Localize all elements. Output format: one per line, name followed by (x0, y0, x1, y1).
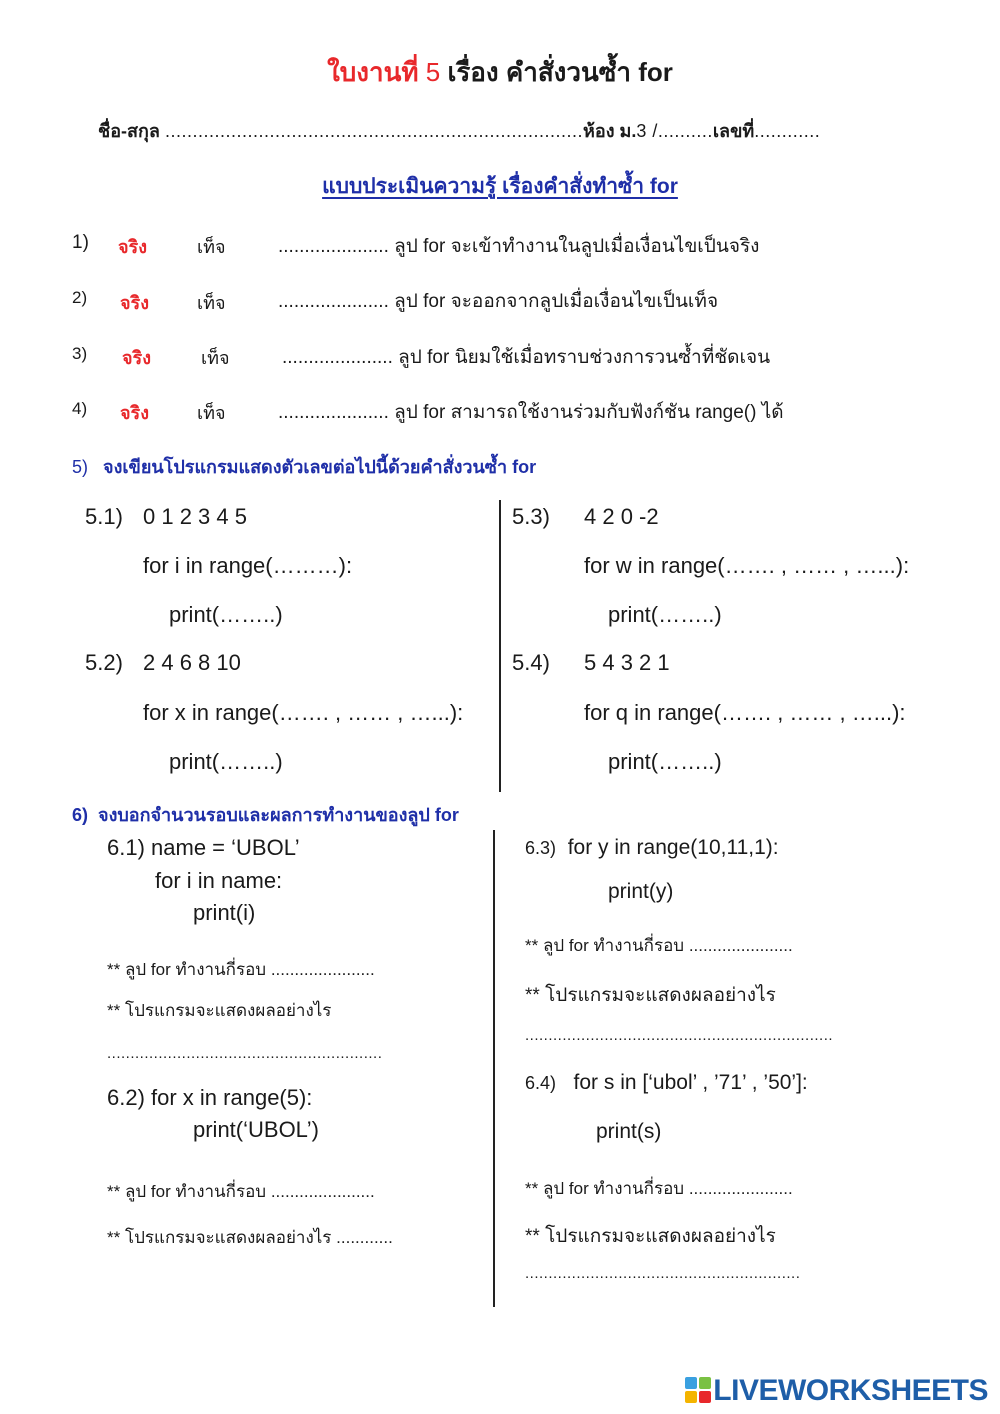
q5-1-sequence: 0 1 2 3 4 5 (143, 504, 247, 529)
q6-3-line1 (525, 836, 779, 860)
q5-heading (72, 452, 536, 481)
tf-statement-1 (278, 231, 759, 261)
room-field[interactable]: 3 /.......... (636, 121, 713, 141)
q5-3-for-line[interactable]: for w in range(……. , …… , …...): (584, 553, 910, 578)
q5-3-sequence: 4 2 0 -2 (584, 504, 659, 529)
tf-false-option-2[interactable]: เท็จ (197, 293, 226, 313)
tf-number-2: 2) (72, 288, 88, 307)
assessment-subtitle: แบบประเมินความรู้ เรื่องคำสั่งทำซ้ำ for (322, 175, 678, 198)
q6-3-rounds[interactable]: ** ลูป for ทำงานกี่รอบ ...................... (525, 936, 793, 955)
tf-false-option-4[interactable]: เท็จ (197, 403, 226, 423)
q5-4-sequence: 5 4 3 2 1 (584, 650, 670, 675)
q5-2-for-line[interactable]: for x in range(……. , …… , …...): (143, 700, 464, 725)
q6-4-code: for s in [‘ubol’ , ’71’ , ’50’]: (573, 1071, 808, 1094)
q6-4-output-field[interactable]: ........................................................... (525, 1265, 801, 1282)
tf-number-1: 1) (72, 232, 89, 253)
q6-1-output-field[interactable]: ........................................................... (107, 1045, 383, 1062)
name-field[interactable]: ............................................................................ (164, 121, 584, 141)
q6-4-output-label: ** โปรแกรมจะแสดงผลอย่างไร (525, 1226, 776, 1247)
q6-3-output-field[interactable]: .................................................................. (525, 1027, 834, 1044)
student-info-line (98, 116, 820, 145)
title-part1: ใบงานที่ (327, 57, 419, 87)
tf-statement-4 (278, 397, 784, 427)
q6-number: 6) (72, 805, 89, 825)
title-part2: เรื่อง คำสั่งวนซ้ำ for (447, 57, 673, 87)
q6-heading-text: จงบอกจำนวนรอบและผลการทำงานของลูป for (98, 805, 459, 825)
q5-1-print-line[interactable]: print(……..) (169, 602, 283, 627)
q6-2-line1: 6.2) for x in range(5): (107, 1085, 313, 1110)
tf-false-option-1[interactable]: เท็จ (197, 237, 226, 257)
q6-2-rounds[interactable]: ** ลูป for ทำงานกี่รอบ ...................... (107, 1182, 375, 1201)
q6-2-output[interactable]: ** โปรแกรมจะแสดงผลอย่างไร ............ (107, 1228, 393, 1247)
tf-text-1: ลูป for จะเข้าทำงานในลูปเมื่อเงื่อนไขเป็นจริง (394, 236, 760, 257)
worksheet-title (0, 52, 1000, 93)
q5-number: 5) (72, 457, 89, 477)
tf-true-option-2[interactable]: จริง (120, 293, 150, 313)
q5-4-label: 5.4) (512, 650, 550, 675)
tf-text-2: ลูป for จะออกจากลูปเมื่อเงื่อนไขเป็นเท็จ (394, 291, 719, 312)
tf-true-option-4[interactable]: จริง (120, 403, 150, 423)
q5-1-label: 5.1) (85, 504, 123, 529)
q6-1-line1: 6.1) name = ‘UBOL’ (107, 835, 300, 860)
tf-answer-field-2[interactable]: ..................... (278, 291, 389, 312)
number-field[interactable]: ............ (754, 121, 821, 141)
tf-text-4: ลูป for สามารถใช้งานร่วมกับฟังก์ชัน range() ได้ (394, 402, 784, 423)
liveworksheets-logo-text: LIVEWORKSHEETS (713, 1374, 988, 1407)
q6-1-line2: for i in name: (155, 868, 283, 893)
tf-statement-3 (282, 342, 770, 372)
room-label: ห้อง ม. (583, 121, 637, 141)
liveworksheets-logo (685, 1374, 988, 1408)
tf-answer-field-3[interactable]: ..................... (282, 347, 393, 368)
number-label: เลขที่ (712, 121, 755, 141)
q6-1-output-label: ** โปรแกรมจะแสดงผลอย่างไร (107, 1001, 332, 1020)
q5-1-for-line[interactable]: for i in range(………): (143, 553, 353, 578)
q6-3-output-label: ** โปรแกรมจะแสดงผลอย่างไร (525, 985, 776, 1006)
tf-true-option-3[interactable]: จริง (122, 348, 152, 368)
q5-heading-text: จงเขียนโปรแกรมแสดงตัวเลขต่อไปนี้ด้วยคำสั่งวนซ้ำ for (103, 457, 537, 477)
q5-3-label: 5.3) (512, 504, 550, 529)
tf-number-4: 4) (72, 399, 88, 418)
tf-answer-field-4[interactable]: ..................... (278, 402, 389, 423)
q6-3-code: for y in range(10,11,1): (567, 836, 779, 859)
q5-4-print-line[interactable]: print(……..) (608, 749, 722, 774)
q6-column-divider (493, 830, 495, 1307)
q5-2-print-line[interactable]: print(……..) (169, 749, 283, 774)
tf-number-3: 3) (72, 344, 88, 363)
q6-3-line2: print(y) (608, 880, 674, 903)
q5-2-label: 5.2) (85, 650, 123, 675)
q6-4-rounds[interactable]: ** ลูป for ทำงานกี่รอบ ...................... (525, 1179, 793, 1198)
q6-4-label: 6.4) (525, 1073, 557, 1093)
q5-3-print-line[interactable]: print(……..) (608, 602, 722, 627)
q6-heading (72, 800, 459, 829)
tf-true-option-1[interactable]: จริง (118, 237, 148, 257)
q6-1-rounds[interactable]: ** ลูป for ทำงานกี่รอบ ...................... (107, 960, 375, 979)
q5-4-for-line[interactable]: for q in range(……. , …… , …...): (584, 700, 906, 725)
liveworksheets-logo-icon (685, 1377, 711, 1403)
q6-3-label: 6.3) (525, 838, 557, 858)
name-label: ชื่อ-สกุล (98, 121, 160, 141)
q6-4-line1 (525, 1071, 808, 1095)
tf-false-option-3[interactable]: เท็จ (201, 348, 230, 368)
tf-answer-field-1[interactable]: ..................... (278, 236, 389, 257)
q6-2-line2: print(‘UBOL’) (193, 1117, 319, 1142)
tf-text-3: ลูป for นิยมใช้เมื่อทราบช่วงการวนซ้ำที่ชัดเจน (398, 347, 771, 368)
tf-statement-2 (278, 286, 718, 316)
title-number: 5 (425, 57, 441, 87)
q5-column-divider (499, 500, 501, 792)
q6-4-line2: print(s) (596, 1120, 662, 1143)
q5-2-sequence: 2 4 6 8 10 (143, 650, 241, 675)
q6-1-line3: print(i) (193, 900, 256, 925)
